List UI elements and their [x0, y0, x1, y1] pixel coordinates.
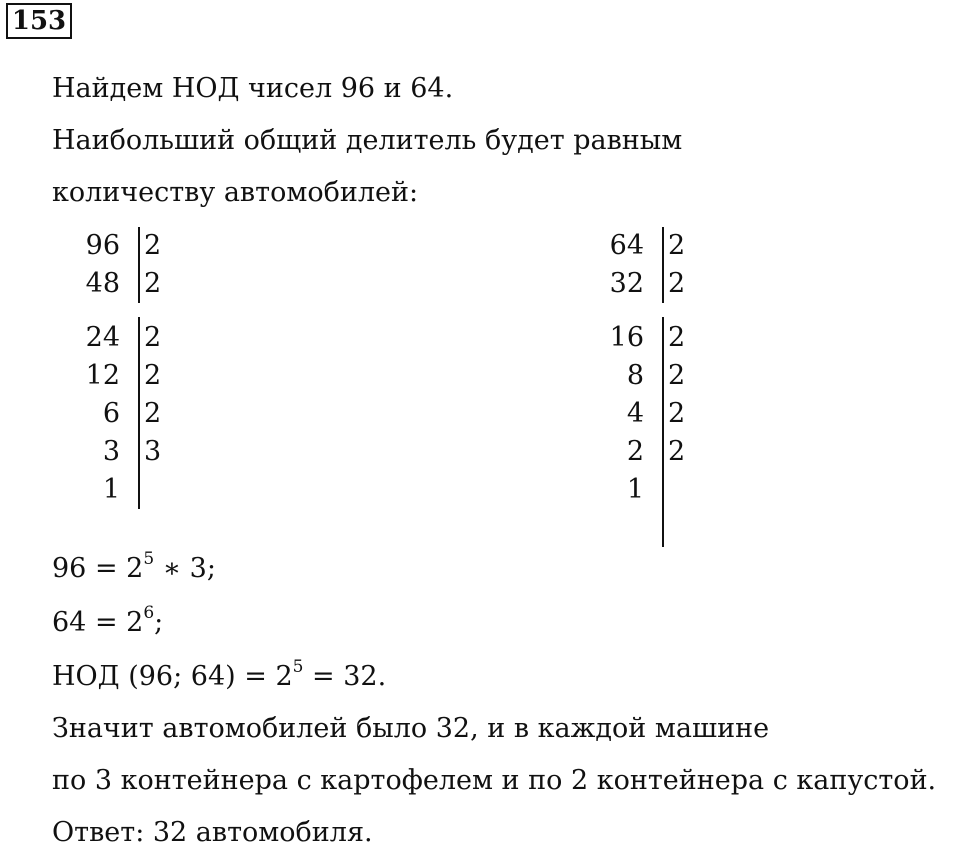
- factor-number: 4: [626, 398, 644, 429]
- factor-divisor: 2: [668, 436, 686, 467]
- divider-bar: [662, 317, 664, 547]
- factor-number: 1: [102, 474, 120, 505]
- equation-64: $64 = 2^6$;: [52, 603, 164, 638]
- text-line-2: Наибольший общий делитель будет равным: [52, 125, 683, 156]
- factorization-64: [584, 227, 784, 557]
- factor-divisor: 2: [668, 398, 686, 429]
- factor-number: 16: [609, 322, 644, 353]
- factor-number: 32: [609, 268, 644, 299]
- factor-number: 8: [626, 360, 644, 391]
- factor-divisor: 2: [668, 322, 686, 353]
- factor-divisor: 2: [144, 268, 162, 299]
- factor-number: 12: [85, 360, 120, 391]
- factor-divisor: 2: [144, 322, 162, 353]
- factor-number: 48: [85, 268, 120, 299]
- factor-divisor: 2: [144, 360, 162, 391]
- text-line-3: количеству автомобилей:: [52, 177, 419, 208]
- task-number: 153: [6, 3, 72, 39]
- divider-bar: [138, 227, 140, 303]
- factor-divisor: 3: [144, 436, 162, 467]
- factorization-96: [60, 227, 260, 527]
- factor-divisor: 2: [668, 230, 686, 261]
- factor-number: 64: [609, 230, 644, 261]
- factor-number: 96: [85, 230, 120, 261]
- factor-number: 1: [626, 474, 644, 505]
- conclusion-line-2: по 3 контейнера с картофелем и по 2 контейнера с капустой.: [52, 765, 937, 796]
- factor-number: 2: [626, 436, 644, 467]
- equation-gcd: НОД (96; $64) = 2^5 = 32$.: [52, 657, 387, 692]
- divider-bar: [662, 227, 664, 303]
- factor-divisor: 2: [144, 230, 162, 261]
- factor-number: 6: [102, 398, 120, 429]
- factor-number: 3: [102, 436, 120, 467]
- factor-divisor: 2: [668, 360, 686, 391]
- equation-96: $96 = 2^5$ ∗ 3;: [52, 549, 216, 584]
- answer-line: Ответ: 32 автомобиля.: [52, 817, 373, 848]
- factor-number: 24: [85, 322, 120, 353]
- conclusion-line-1: Значит автомобилей было 32, и в каждой машине: [52, 713, 770, 744]
- factor-divisor: 2: [144, 398, 162, 429]
- divider-bar: [138, 317, 140, 509]
- text-line-1: Найдем НОД чисел 96 и 64.: [52, 73, 454, 104]
- factor-divisor: 2: [668, 268, 686, 299]
